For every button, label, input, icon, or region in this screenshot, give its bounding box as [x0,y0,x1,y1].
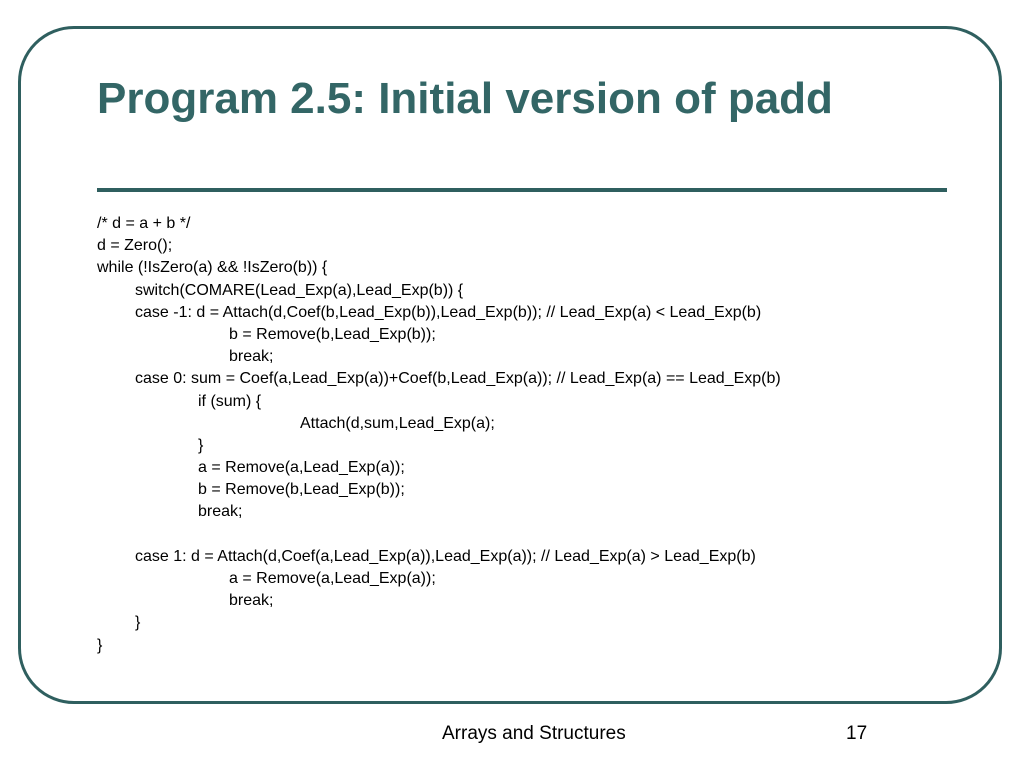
code-line: break; [198,503,243,521]
code-line: if (sum) { [198,392,262,410]
code-line [97,524,977,546]
code-line: b = Remove(b,Lead_Exp(b)); [198,481,405,499]
code-line: case 0: sum = Coef(a,Lead_Exp(a))+Coef(b,Lead_Exp(a)); // Lead_Exp(a) == Lead_Exp(b) [135,370,781,388]
page-number: 17 [846,723,868,744]
code-line: d = Zero(); [97,237,173,255]
code-line: case -1: d = Attach(d,Coef(b,Lead_Exp(b)),Lead_Exp(b)); // Lead_Exp(a) < Lead_Exp(b) [135,303,762,321]
code-line: a = Remove(a,Lead_Exp(a)); [198,459,405,477]
code-line: /* d = a + b */ [97,215,191,232]
code-line: } [198,436,204,454]
slide-title: Program 2.5: Initial version of padd [97,74,833,123]
code-line: switch(COMARE(Lead_Exp(a),Lead_Exp(b)) { [135,281,464,299]
footer-text: Arrays and Structures [442,723,626,744]
code-line: Attach(d,sum,Lead_Exp(a); [300,414,495,432]
code-line: } [97,636,103,654]
code-line: while (!IsZero(a) && !IsZero(b)) { [97,259,328,277]
code-block [97,213,977,657]
code-line: break; [229,592,274,610]
code-line: case 1: d = Attach(d,Coef(a,Lead_Exp(a)),Lead_Exp(a)); // Lead_Exp(a) > Lead_Exp(b) [135,547,756,565]
title-divider [97,188,947,192]
code-line: break; [229,348,274,366]
code-line: } [135,614,141,632]
code-line: a = Remove(a,Lead_Exp(a)); [229,570,436,587]
code-line: b = Remove(b,Lead_Exp(b)); [229,325,436,343]
